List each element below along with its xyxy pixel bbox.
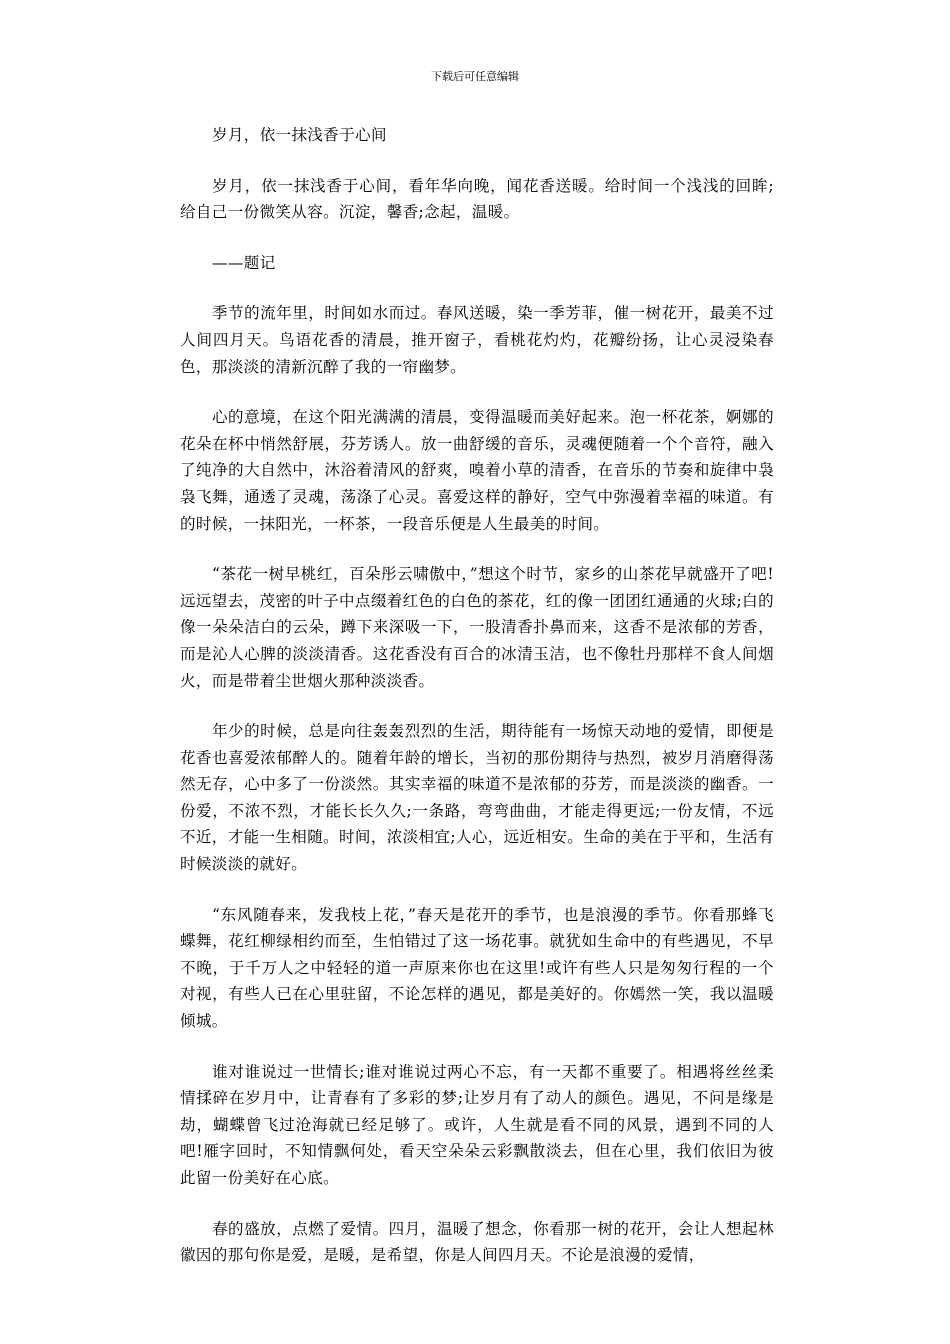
document-title: 岁月，依一抹浅香于心间 [212, 126, 387, 144]
paragraph: 季节的流年里，时间如水而过。春风送暖，染一季芳菲，催一树花开，最美不过人间四月天。鸟语花香的清晨，推开窗子，看桃花灼灼，花瓣纷扬，让心灵浸染春色，那淡淡的清新沉醉了我的一帘幽梦。 [180, 304, 774, 376]
paragraph: “东风随春来，发我枝上花，”春天是花开的季节，也是浪漫的季节。你看那蜂飞蝶舞，花红柳绿相约而至，生怕错过了这一场花事。就犹如生命中的有些遇见，不早不晚，于千万人之中轻轻的道一声原来你也在这里!或许有些人只是匆匆行程的一个对视，有些人已在心里驻留，不论怎样的遇见，都是美好的。你嫣然一笑，我以温暖倾城。 [180, 905, 774, 1031]
paragraph: “茶花一树早桃红，百朵彤云啸傲中，”想这个时节，家乡的山茶花早就盛开了吧!远远望去，茂密的叶子中点缀着红色的白色的茶花，红的像一团团红通通的火球;白的像一朵朵洁白的云朵，蹲下来深吸一下，一股清香扑鼻而来，这香不是浓郁的芳香，而是沁人心脾的淡淡清香。这花香没有百合的冰清玉洁，也不像牡丹那样不食人间烟火，而是带着尘世烟火那种淡淡香。 [180, 565, 774, 690]
paragraph: 年少的时候，总是向往轰轰烈烈的生活，期待能有一场惊天动地的爱情，即便是花香也喜爱浓郁醉人的。随着年龄的增长，当初的那份期待与热烈，被岁月消磨得荡然无存，心中多了一份淡然。其实幸福的味道不是浓郁的芬芳，而是淡淡的幽香。一份爱，不浓不烈，才能长长久久;一条路，弯弯曲曲，才能走得更远;一份友情，不远不近，才能一生相随。时间，浓淡相宜;人心，远近相安。生命的美在于平和，生活有时候淡淡的就好。 [180, 722, 774, 874]
paragraph: 春的盛放，点燃了爱情。四月，温暖了想念，你看那一树的花开，会让人想起林徽因的那句你是爱，是暖，是希望，你是人间四月天。不论是浪漫的爱情， [180, 1219, 774, 1265]
paragraph: 谁对谁说过一世情长;谁对谁说过两心不忘，有一天都不重要了。相遇将丝丝柔情揉碎在岁月中，让青春有了多彩的梦;让岁月有了动人的颜色。遇见，不问是缘是劫，蝴蝶曾飞过沧海就已经足够了。或许，人生就是看不同的风景，遇到不同的人吧!雁字回时，不知情飘何处，看天空朵朵云彩飘散淡去，但在心里，我们依旧为彼此留一份美好在心底。 [180, 1062, 774, 1187]
document-body [180, 122, 774, 1293]
paragraph: 心的意境，在这个阳光满满的清晨，变得温暖而美好起来。泡一杯花茶，婀娜的花朵在杯中悄然舒展，芬芳诱人。放一曲舒缓的音乐，灵魂便随着一个个音符，融入了纯净的大自然中，沐浴着清风的舒爽，嗅着小草的清香，在音乐的节奏和旋律中袅袅飞舞，通透了灵魂，荡涤了心灵。喜爱这样的静好，空气中弥漫着幸福的味道。有的时候，一抹阳光，一杯茶，一段音乐便是人生最美的时间。 [180, 408, 774, 533]
header-note: 下载后可任意编辑 [431, 70, 519, 83]
paragraph-epigraph-signature: ——题记 [212, 253, 276, 272]
paragraph-intro: 岁月，依一抹浅香于心间，看年华向晚，闻花香送暖。给时间一个浅浅的回眸;给自己一份微笑从容。沉淀，馨香;念起，温暖。 [180, 176, 774, 222]
